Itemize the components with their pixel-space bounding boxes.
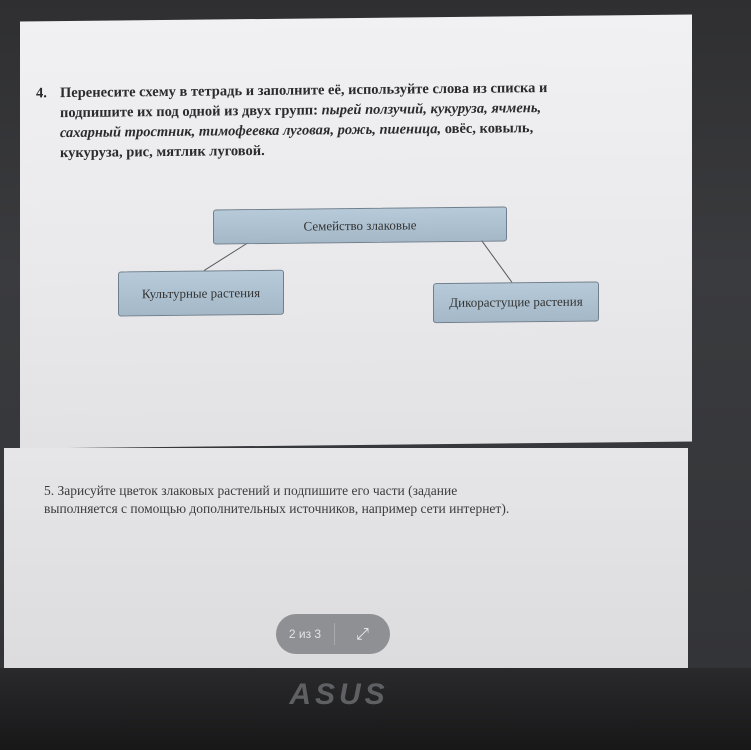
diagram-cultivated-box: Культурные растения: [118, 270, 284, 317]
expand-arrows-icon[interactable]: ⤢: [356, 624, 369, 643]
task4-line-4: кукуруза, рис, мятлик луговой.: [60, 142, 265, 162]
task5-line-2: выполняется с помощью дополнительных источников, например сети интернет).: [44, 501, 510, 516]
task5-line-1: 5. Зарисуйте цветок злаковых растений и подпишите его части (задание: [44, 483, 458, 498]
diagram-wild-box: Дикорастущие растения: [433, 281, 599, 323]
connector-left: [204, 242, 249, 270]
task4-line-2-italic: пырей ползучий, кукуруза, ячмень,: [321, 100, 542, 119]
monitor-bezel: [0, 668, 751, 750]
document-page-2: [20, 14, 692, 448]
page-navigator[interactable]: [276, 614, 390, 654]
asus-logo: ASUS: [289, 678, 389, 711]
task-number: 4.: [36, 85, 47, 102]
page-counter: 2 из 3: [288, 627, 322, 641]
connector-right: [481, 239, 512, 282]
task5-text: [44, 482, 509, 518]
task4-line-2-plain: подпишите их под одной из двух групп:: [60, 102, 322, 122]
task4-line-3-plain: овёс, ковыль,: [441, 120, 534, 138]
diagram-root-box: Семейство злаковые: [213, 206, 507, 244]
task4-line-1: Перенесите схему в тетрадь и заполните её, используйте слова из списка и: [60, 79, 548, 102]
task4-line-3-italic: сахарный тростник, тимофеевка луговая, рожь, пшеница,: [60, 121, 442, 142]
